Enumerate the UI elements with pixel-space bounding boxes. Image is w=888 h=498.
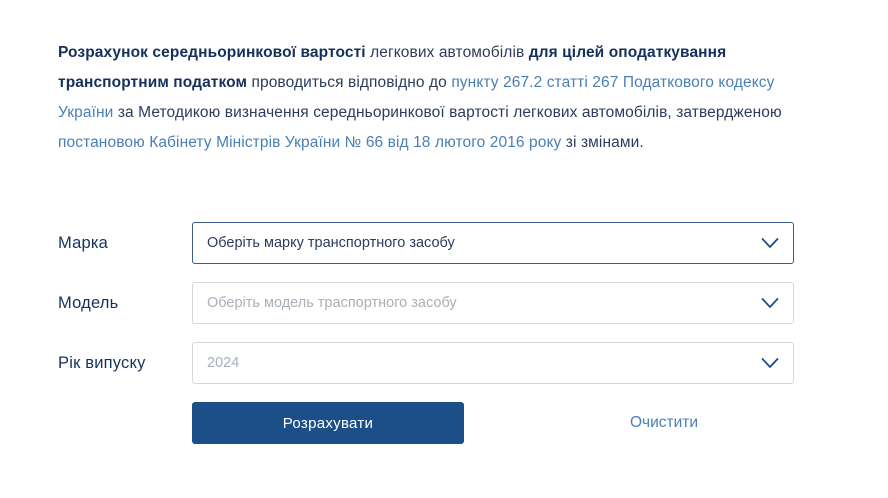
clear-button[interactable]: Очистити <box>630 414 699 431</box>
chevron-down-icon <box>761 297 779 309</box>
year-select[interactable] <box>192 342 794 384</box>
year-label: Рік випуску <box>58 353 146 372</box>
brand-select-value: Оберіть марку транспортного засобу <box>207 235 455 251</box>
intro-segment-2: легкових автомобілів <box>365 43 529 61</box>
form-actions <box>58 402 858 444</box>
model-label: Модель <box>58 293 119 312</box>
brand-row <box>58 222 858 264</box>
tax-code-link[interactable]: пункту 267.2 статті 267 Податкового кодексу України <box>58 73 775 121</box>
year-select-value: 2024 <box>207 355 240 371</box>
intro-segment-3: для цілей оподаткування транспортним податком <box>58 43 727 91</box>
chevron-down-icon <box>761 237 779 249</box>
intro-segment-8: зі змінами. <box>561 133 644 151</box>
model-select[interactable] <box>192 282 794 324</box>
chevron-down-icon <box>761 357 779 369</box>
year-row <box>58 342 858 384</box>
brand-label: Марка <box>58 233 109 252</box>
model-row <box>58 282 858 324</box>
intro-segment-4: проводиться відповідно до <box>247 73 452 91</box>
intro-segment-6: за Методикою визначення середньоринкової вартості легкових автомобілів, затвердженою <box>113 103 782 121</box>
intro-segment-1: Розрахунок середньоринкової вартості <box>58 43 366 61</box>
brand-select[interactable] <box>192 222 794 264</box>
model-select-value: Оберіть модель траспортного засобу <box>207 295 457 311</box>
calculate-button[interactable]: Розрахувати <box>192 402 464 444</box>
intro-paragraph <box>58 38 798 158</box>
vehicle-form <box>58 222 858 444</box>
cabinet-resolution-link[interactable]: постановою Кабінету Міністрів України № 66 від 18 лютого 2016 року <box>58 133 562 151</box>
